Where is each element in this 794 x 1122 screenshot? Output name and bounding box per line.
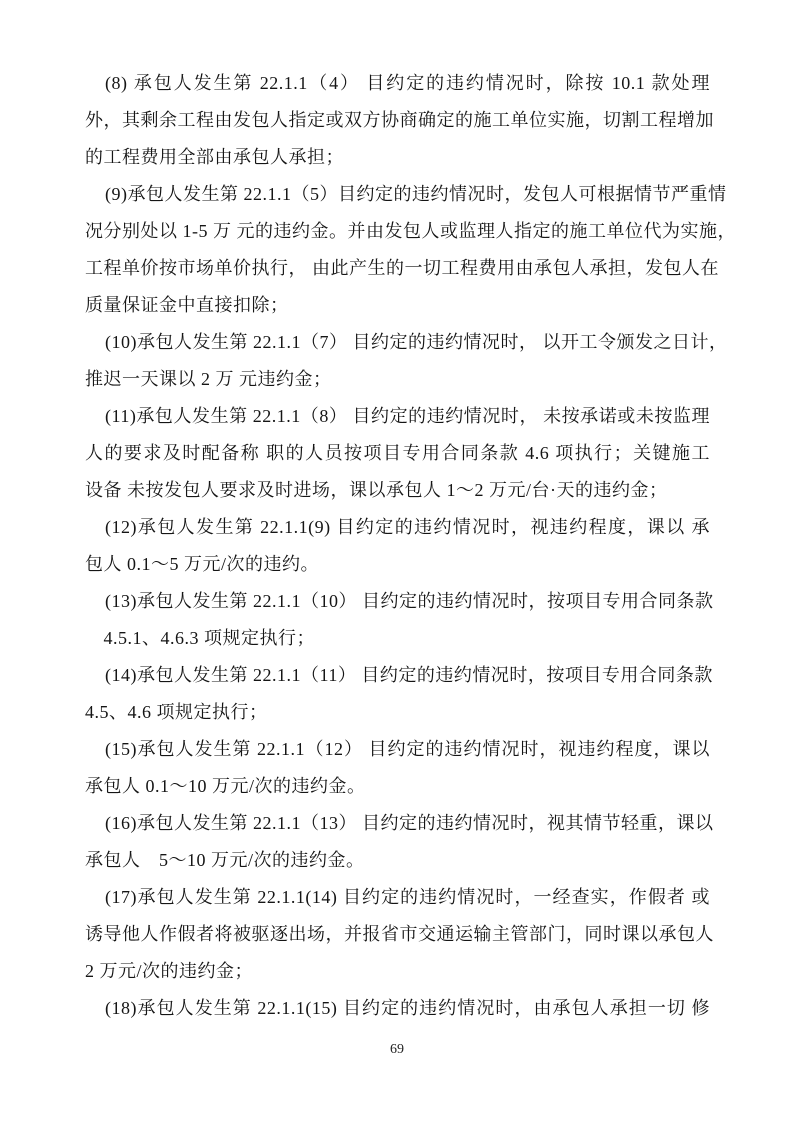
paragraph: [85, 805, 714, 879]
paragraph: [85, 990, 710, 1027]
text-line: (15)承包人发生第 22.1.1（12） 目约定的违约情况时，视违约程度，课以: [105, 739, 710, 759]
text-line: 的工程费用全部由承包人承担；: [85, 147, 344, 167]
text-line: 包人 0.1～5 万元/次的违约。: [85, 554, 319, 574]
paragraph: [85, 731, 710, 805]
text-line: (18)承包人发生第 22.1.1(15) 目约定的违约情况时，由承包人承担一切 修: [105, 998, 710, 1018]
page-number: 69: [390, 1042, 404, 1057]
paragraph: [85, 879, 714, 990]
paragraph: [85, 176, 736, 324]
text-line: (9)承包人发生第 22.1.1（5）目约定的违约情况时，发包人可根据情节严重情: [105, 184, 727, 204]
text-line: 4.5、4.6 项规定执行；: [85, 702, 268, 722]
paragraph: [85, 509, 710, 583]
text-line: 况分别处以 1-5 万 元的违约金。并由发包人或监理人指定的施工单位代为实施，: [85, 221, 736, 241]
text-line: (13)承包人发生第 22.1.1（10） 目约定的违约情况时，按项目专用合同条款: [105, 591, 714, 611]
paragraph: [85, 324, 728, 398]
text-line: (17)承包人发生第 22.1.1(14) 目约定的违约情况时，一经查实，作假者 或: [105, 887, 710, 907]
text-line: 人的要求及时配备称 职的人员按项目专用合同条款 4.6 项执行；关键施工: [85, 443, 710, 463]
paragraph: [85, 583, 714, 657]
text-line: (10)承包人发生第 22.1.1（7） 目约定的违约情况时， 以开工令颁发之日计，: [105, 332, 728, 352]
paragraph: [85, 65, 714, 176]
text-line: 2 万元/次的违约金；: [85, 961, 254, 981]
text-line: 推迟一天课以 2 万 元违约金；: [85, 369, 332, 389]
text-line: (14)承包人发生第 22.1.1（11） 目约定的违约情况时，按项目专用合同条款: [105, 665, 713, 685]
text-line: (12)承包人发生第 22.1.1(9) 目约定的违约情况时，视违约程度，课以 承: [105, 517, 710, 537]
text-line: 诱导他人作假者将被驱逐出场，并报省市交通运输主管部门，同时课以承包人: [85, 924, 714, 944]
text-line: (16)承包人发生第 22.1.1（13） 目约定的违约情况时，视其情节轻重，课以: [105, 813, 714, 833]
text-line: 质量保证金中直接扣除；: [85, 295, 289, 315]
text-line: 工程单价按市场单价执行， 由此产生的一切工程费用由承包人承担，发包人在: [85, 258, 719, 278]
text-line: (11)承包人发生第 22.1.1（8） 目约定的违约情况时， 未按承诺或未按监理: [105, 406, 710, 426]
text-line: 承包人 5～10 万元/次的违约金。: [85, 850, 365, 870]
text-line: 外，其剩余工程由发包人指定或双方协商确定的施工单位实施，切割工程增加: [85, 110, 714, 130]
text-line: 设备 未按发包人要求及时进场，课以承包人 1～2 万元/台·天的违约金；: [85, 480, 668, 500]
text-line: 承包人 0.1～10 万元/次的违约金。: [85, 776, 366, 796]
text-line: (8) 承包人发生第 22.1.1（4） 目约定的违约情况时，除按 10.1 款处理: [105, 73, 710, 93]
paragraph: [85, 657, 713, 731]
paragraph: [85, 398, 710, 509]
document-body: [85, 65, 736, 1027]
text-line: 4.5.1、4.6.3 项规定执行；: [85, 628, 315, 648]
